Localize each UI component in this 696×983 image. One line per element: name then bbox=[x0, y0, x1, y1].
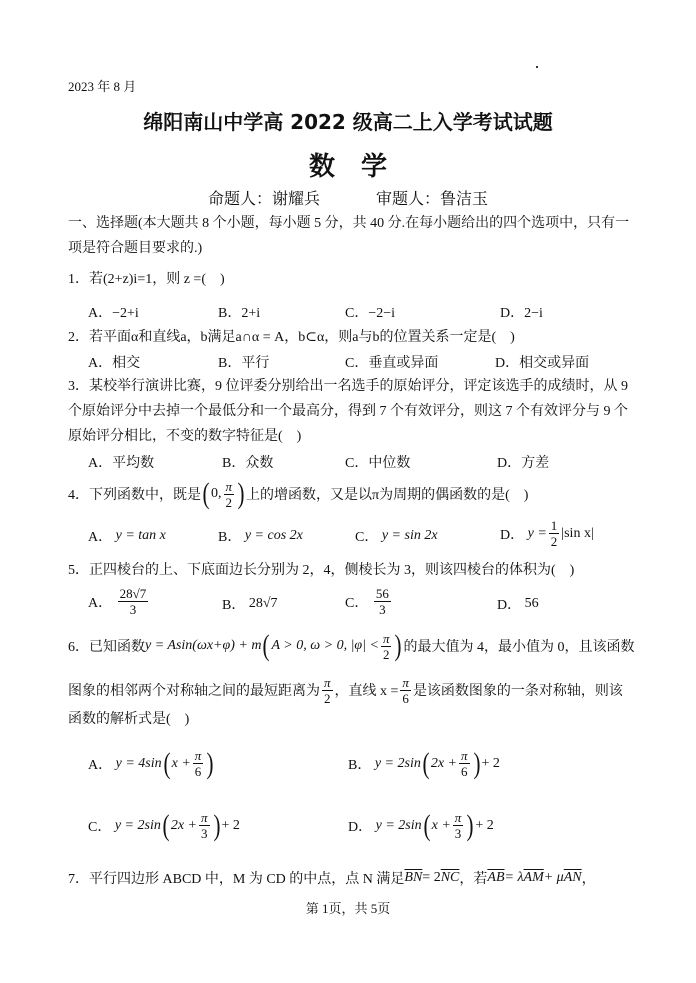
section-heading: 一、选择题(本大题共 8 个小题，每小题 5 分，共 40 分.在每小题给出的四个选项中，只有一 bbox=[68, 216, 630, 231]
exam-title: 绵阳南山中学高 2022 级高二上入学考试试题 bbox=[143, 110, 553, 134]
q5-option-d: D． 56 bbox=[497, 596, 539, 613]
q3-option-d: D．方差 bbox=[497, 456, 550, 471]
authors bbox=[0, 186, 696, 209]
q4-stem: 4．下列函数中，既是 ( 0, $\frac{\pi}{2}$ ) 上的增函数，又是以π为周期的偶函数的是( ) bbox=[68, 477, 529, 510]
q6-option-c: C． y = 2sin ( 2x + $\frac{\pi}{3}$ ) + 2 bbox=[88, 808, 240, 842]
q3-option-a: A．平均数 bbox=[88, 456, 155, 471]
speck bbox=[536, 66, 538, 68]
date: 2023 年 8 月 bbox=[68, 78, 137, 94]
q3-option-c: C．中位数 bbox=[345, 456, 411, 471]
q7-stem: 7．平行四边形 ABCD 中，M 为 CD 的中点，点 N 满足 $\overline{BN}$ = 2 $\overline{NC}$ ，若 $\overline{AB}$ = λ $\overline{AM}$ + μ $\overline{AN}$ ， bbox=[68, 870, 596, 887]
q3-stem-1: 3．某校举行演讲比赛，9 位评委分别给出一名选手的原始评分，评定该选手的成绩时，从 9 bbox=[68, 379, 628, 394]
q6-stem-2: 图象的相邻两个对称轴之间的最短距离为 $\frac{\pi}{2}$ ，直线 x = $\frac{\pi}{6}$ 是该函数图象的一条对称轴，则该 bbox=[68, 674, 623, 706]
q4-option-d: D． y = $\frac{1}{2}$ |sin x| bbox=[500, 518, 594, 549]
q4-text-pre: 4．下列函数中，既是 bbox=[68, 488, 201, 503]
q6-stem-1: 6．已知函数 y = Asin(ωx+φ) + m ( A > 0, ω > 0, |φ| < $\frac{\pi}{2}$ ) 的最大值为 4，最小值为 0，且该函数 bbox=[68, 629, 635, 662]
q3-stem-3: 原始评分相比，不变的数字特征是( ) bbox=[68, 429, 302, 444]
q1-stem: 1．若(2+z)i=1，则 z =( ) bbox=[68, 272, 225, 287]
q6-stem-3: 函数的解析式是( ) bbox=[68, 712, 190, 727]
q6-option-d: D． y = 2sin ( x + $\frac{\pi}{3}$ ) + 2 bbox=[348, 808, 494, 842]
q1-option-b: B．2+i bbox=[218, 306, 261, 321]
q5-option-a: A． $\frac{28√7}{3}$ bbox=[88, 586, 147, 617]
section-heading-cont: 项是符合题目要求的.) bbox=[68, 241, 203, 256]
q2-option-a: A．相交 bbox=[88, 356, 141, 371]
q4-option-b: B． y = cos 2x bbox=[218, 528, 303, 545]
q4-option-c: C． y = sin 2x bbox=[355, 528, 438, 545]
author: 命题人：谢耀兵 bbox=[207, 191, 320, 208]
q2-stem: 2．若平面α和直线a，b满足a∩α = A，b⊂α，则a与b的位置关系一定是( ) bbox=[68, 330, 515, 345]
q4-option-a: A． y = tan x bbox=[88, 528, 166, 545]
q3-option-b: B．众数 bbox=[222, 456, 274, 471]
q2-option-d: D．相交或异面 bbox=[495, 356, 590, 371]
q1-option-d: D．2−i bbox=[500, 306, 543, 321]
q2-option-b: B．平行 bbox=[218, 356, 270, 371]
q4-text-post: 上的增函数，又是以π为周期的偶函数的是( ) bbox=[246, 488, 529, 503]
q1-option-c: C．−2−i bbox=[345, 306, 396, 321]
reviewer: 审题人：鲁洁玉 bbox=[376, 191, 489, 208]
q3-stem-2: 个原始评分中去掉一个最低分和一个最高分，得到 7 个有效评分，则这 7 个有效评分与 9 个 bbox=[68, 404, 628, 419]
q1-option-a: A．−2+i bbox=[88, 306, 139, 321]
q5-stem: 5．正四棱台的上、下底面边长分别为 2，4，侧棱长为 3，则该四棱台的体积为( ) bbox=[68, 563, 575, 578]
q5-option-b: B． 28√7 bbox=[222, 596, 278, 613]
q6-option-b: B． y = 2sin ( 2x + $\frac{\pi}{6}$ ) + 2 bbox=[348, 746, 500, 780]
subject-title: 数 学 bbox=[308, 152, 387, 182]
q2-option-c: C．垂直或异面 bbox=[345, 356, 439, 371]
q4-interval: 0, bbox=[211, 486, 222, 501]
q6-option-a: A． y = 4sin ( x + $\frac{\pi}{6}$ ) bbox=[88, 746, 214, 780]
page-footer: 第 1页，共 5页 bbox=[305, 901, 391, 916]
fraction: $\frac{\pi}{2}$ bbox=[225, 478, 233, 510]
q5-option-c: C． $\frac{56}{3}$ bbox=[345, 586, 389, 617]
